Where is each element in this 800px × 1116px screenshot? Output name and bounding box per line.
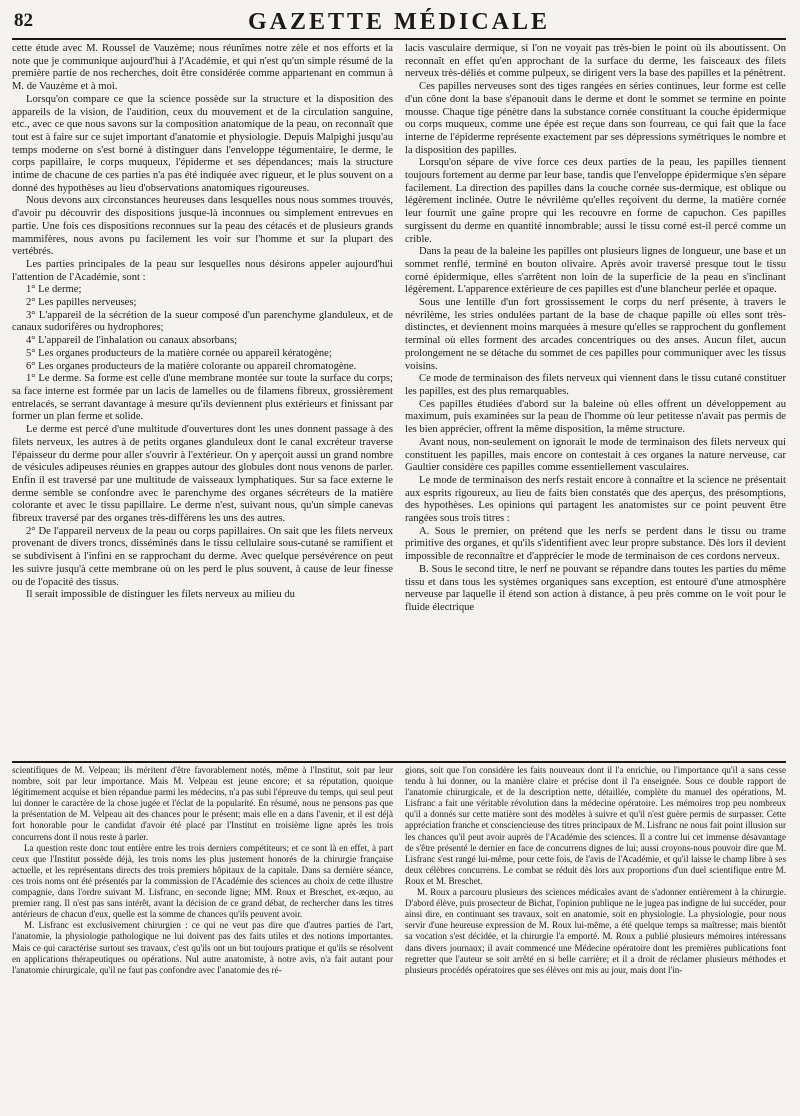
paragraph: Le mode de terminaison des nerfs restait encore à connaître et la science ne présentait aux esprits rigoureux, au lieu de faits bien constatés que des aperçus, des présomptions, des hypothèses. Les opinions qui partagent les anatomistes sur ce point peuvent être rangées sous trois titres : [405,474,786,525]
feuilleton-divider [12,761,786,763]
paragraph: Ce mode de terminaison des filets nerveux qui viennent dans le tissu cutané constituer les papilles, est des plus remarquables. [405,373,786,397]
paragraph: gions, soit que l'on considère les faits nouveaux dont il l'a enrichie, ou l'importance qu'il a sans cesse tendu à lui donner, ou la manière claire et précise dont il l'a enseignée. Sous ce double rapport de l'anatomie chirurgicale, et de la description nette, détaillée, complète du manuel des opérations, M. Lisfranc a fait une véritable révolution dans la médecine opératoire. Les mémoires trop peu nombreux qu'il a donnés sur cette matière sont des modèles à suivre et qu'il n'est guère permis de surpasser. Cette appréciation franche et consciencieuse des titres principaux de M. Lisfranc ne nous fait point illusion sur les chances qu'il peut avoir auprès de l'Académie des sciences. Il a contre lui cet immense désavantage de s'être présenté le dernier en face de concurrens dignes de lui; aussi croyons-nous pouvoir dire que M. Lisfranc s'est rangé lui-même, pour cette fois, de l'avis de l'Académie, et qu'il laisse le champ libre à ses deux célèbres concurrens. Le combat se réduit dès lors aux proportions d'un duel scientifique entre M. Roux et M. Breschet. [405,765,786,886]
list-item: 1° Le derme; [26,284,82,296]
list-item: 3° L'appareil de la sécrétion de la sueur composé d'un parenchyme glanduleux, et de canaux sudorifères ou hydrophores; [12,309,393,334]
paragraph: Les parties principales de la peau sur lesquelles nous désirons appeler aujourd'hui l'attention de l'Académie, sont : [12,258,393,283]
paragraph: Nous devons aux circonstances heureuses dans lesquelles nous nous sommes trouvés, d'avoir pu découvrir des dispositions jusque-là inconnues ou simplement entrevues en partie. Une fois ces dispositions reconnues sur la peau des cétacés et de plusieurs grands mammifères, nous avons pu facilement les voir sur l'homme et sur la plupart des vertébrés. [12,195,393,258]
article-body [12,43,786,757]
paragraph: Ces papilles nerveuses sont des tiges rangées en séries continues, leur forme est celle d'un cône dont la base s'épanouit dans le derme et dont le sommet se termine en pointe mousse. Chaque tige pénètre dans la substance cornée constituant la couche épidermique ou corps muqueux, comme une épée est reçue dans son fourreau, ce qui fait que la face interne de l'épiderme représente exactement par ses dépressions symétriques le nombre et la disposition des papilles. [405,81,786,156]
paragraph: Le derme est percé d'une multitude d'ouvertures dont les unes donnent passage à des filets nerveux, les autres à de petits organes glanduleux dont le canal excréteur traverse l'épaisseur du derme pour aller s'ouvrir à l'extérieur. On y aperçoit aussi un grand nombre de vésicules adipeuses réunies en grappes autour des globules dont nous venons de parler. Enfin il est traversé par une multitude de vaisseaux lymphatiques. Sur sa face externe le derme semble se confondre avec le parenchyme des organes sécréteurs de la matière colorante et avec le tissu papillaire. Le derme n'est, suivant nous, qu'un simple canevas fibreux traversé par des organes très-différens les uns des autres. [12,424,393,525]
paragraph: La question reste donc tout entière entre les trois derniers compétiteurs; et ce sont là en effet, à part ceux que l'Institut possède déjà, les trois noms les plus justement honorés de la chirurgie française actuelle, et les représentans directs des trois premiers hôpitaux de la capitale. Dans sa dernière séance, ces trois noms ont été présentés par la commission de l'Académie des sciences au choix de cette illustre compagnie, dans l'ordre suivant M. Lisfranc, en seconde ligne; MM. Roux et Breschet, ex-æquo, au premier rang. Il n'est pas sans intérêt, avant la décision de ce grand débat, de rechercher dans les titres antérieurs de chacun d'eux, quelle est la somme de chances qu'ils peuvent avoir. [12,842,393,920]
feuilleton-column-right [405,765,786,1099]
paragraph: B. Sous le second titre, le nerf ne pouvant se répandre dans toutes les parties du même tissu et dans tous les systèmes organiques sans exception, est entouré d'une atmosphère nerveuse par laquelle il étend son action à distance, à peu près comme on le voit pour le fluide électrique [405,563,786,613]
paragraph: Il serait impossible de distinguer les filets nerveux au milieu du [26,589,295,601]
page-number: 82 [14,10,33,31]
feuilleton [12,765,786,1099]
paragraph: cette étude avec M. Roussel de Vauzème; nous réunîmes notre zèle et nos efforts et la note que je communique aujourd'hui à l'Académie, et qui n'est qu'un simple résumé de la première partie de nos recherches, doit être considérée comme appartenant en commun à M. de Vauzème et à moi. [12,43,393,93]
paragraph: 1° Le derme. Sa forme est celle d'une membrane montée sur toute la surface du corps; sa face interne est formée par un lacis de lamelles ou de filamens fibreux, grossièrement entrelacés, se serrant davantage à mesure qu'ils deviennent plus extérieurs et finissant par former un plan ferme et solide. [12,373,393,423]
paragraph: 2° De l'appareil nerveux de la peau ou corps papillaires. On sait que les filets nerveux provenant de divers troncs, disséminés dans le tissu cellulaire sous-cutané se ramifient et se subdivisent à l'infini en se rapprochant du derme. Avec quelque persévérence on peut les suivre jusqu'à cette membrane où on les perd le plus souvent, à cause de leur finesse ou de l'opacité des tissus. [12,525,393,588]
paragraph: A. Sous le premier, on prétend que les nerfs se perdent dans le tissu ou trame primitive des organes, et qu'ils s'identifient avec leur propre substance. Dès lors il devient impossible de reconnaître et d'apprécier le mode de terminaison de ces cordons nerveux. [405,525,786,563]
paragraph: Lorsqu'on compare ce que la science possède sur la structure et la disposition des appareils de la vision, de l'audition, ceux du mouvement et de la circulation sanguine, etc., avec ce que nous savons sur la composition anatomique de la peau, on reconnaît que tout est à faire sur ce sujet important d'anatomie et physiologie. Depuis Malpighi jusqu'au temps moderne on s'est borné à distinguer dans l'enveloppe tégumentaire, le derme, le corps papillaire, le corps muqueux, l'épiderme et ses dépendances; mais la structure intime de chacune de ces parties n'a pas été indiquée avec rigueur, et le plus souvent on a donné des hypothèses au lieu d'observations anatomiques rigoureuses. [12,93,393,194]
list-item: 4° L'appareil de l'inhalation ou canaux absorbans; [26,335,238,347]
article-column-right [405,43,786,757]
paragraph: lacis vasculaire dermique, si l'on ne voyait pas très-bien le point où ils aboutissent. On reconnaît en effet qu'en approchant de la surface du derme, les faisceaux des filets nerveux très-déliés et comme pulpeux, se dirigent vers la base des papilles et la pénètrent. [405,43,786,80]
paragraph: Ces papilles étudiées d'abord sur la baleine où elles offrent un développement au maximum, puis examinées sur la peau de l'homme où leur petitesse n'avait pas permis de les bien apprécier, offrent la même disposition, la même structure. [405,398,786,436]
page-header [12,8,786,40]
article-column-left [12,43,393,757]
paragraph: M. Roux a parcouru plusieurs des sciences médicales avant de s'adonner entièrement à la chirurgie. D'abord élève, puis prosecteur de Bichat, l'opinion publique ne le jugea pas indigne de lui succéder, pour ainsi dire, en continuant ses travaux, soit en anatomie, soit en physiologie. La physiologie, pour nous servir d'une heureuse expression de M. Roux lui-même, a été quelque temps sa maîtresse; mais bientôt sa vocation s'est décidée, et la chirurgie l'a emporté. M. Roux a publié plusieurs mémoires intéressans dans divers journaux; il avait commencé une Médecine opératoire dont les premières publications font regretter que l'auteur se soit arrêté en si belle carrière; et il a droit de réclamer plusieurs méthodes et plusieurs procédés opératoires que ses élèves ont mis au jour, mais dont l'in- [405,887,786,975]
paragraph: Sous une lentille d'un fort grossissement le corps du nerf présente, à travers le névrilème, les stries ondulées partant de la base de chaque papille où elles sont très-distinctes, et deviennent moins marquées à mesure qu'elles se rapprochent du gonflement terminal où elles forment des arcades concentriques ou des anses. Aucun filet, aucun prolongement ne se détache du sommet de ces papilles pour communiquer avec les tissus voisins. [405,297,786,372]
list-item: 2° Les papilles nerveuses; [26,297,137,309]
paragraph: Avant nous, non-seulement on ignorait le mode de terminaison des filets nerveux qui constituent les papilles, mais encore on contestait à ces organes la nature nerveuse, car Gaultier considère ces papilles comme essentiellement vasculaires. [405,436,786,474]
paragraph: M. Lisfranc est exclusivement chirurgien : ce qui ne veut pas dire que d'autres parties de l'art, l'anatomie, la physiologie pathologique ne lui doivent pas des faits utiles et des notions importantes. Mais ce qui caractérise surtout ses travaux, c'est qu'ils ont un but toujours pratique et qu'ils se résolvent en applications thérapeutiques ou opérations. Nul autre anatomiste, à notre avis, n'a fait autant pour l'anatomie chirurgicale, qu'il ne faut pas confondre avec l'anatomie des ré- [12,920,393,975]
journal-title: GAZETTE MÉDICALE [247,9,551,35]
feuilleton-column-left [12,765,393,1099]
paragraph: scientifiques de M. Velpeau; ils méritent d'être favorablement notés, même à l'Institut, soit par leur nombre, soit par leur importance. Mais M. Velpeau est jeune encore; et sa réputation, quoique légitimement acquise et bien répandue parmi les médecins, n'a pas subi l'épreuve du temps, qui seul peut lui donner le caractère de la chose jugée et l'éclat de la popularité. En résumé, nous ne pensons pas que la présentation de M. Velpeau ait des chances pour le présent; mais elle en a dans l'avenir, et il est déjà fort honorable pour le candidat d'avoir été placé par l'Institut en troisième ligne après les trois concurrens dont il nous reste à parler. [12,765,393,842]
paragraph: Dans la peau de la baleine les papilles ont plusieurs lignes de longueur, une base et un sommet renflé, terminé en bouton olivaire. Après avoir traversé presque tout le tissu corné épidermique, elles s'arrêtent non loin de la superficie de la peau en s'inclinant légèrement. L'apparence extérieure de ces papilles est d'une blancheur perlée et opaque. [405,246,786,296]
paragraph: Lorsqu'on sépare de vive force ces deux parties de la peau, les papilles tiennent toujours fortement au derme par leur base, tandis que l'enveloppe épidermique s'en sépare facilement. La direction des papilles dans la couche cornée sus-dermique, est oblique ou légèrement inclinée. Outre le névrilème qu'elles reçoivent du derme, la matière cornée leur fournit une gaîne propre qui les recouvre en forme de capuchon. Ces papilles surgissent du derme en quantité innombrable; aussi le tissu corné est-il percé comme un crible. [405,157,786,245]
list-item: 5° Les organes producteurs de la matière cornée ou appareil kératogène; [26,347,332,359]
list-item: 6° Les organes producteurs de la matière colorante ou appareil chromatogène. [26,360,357,372]
